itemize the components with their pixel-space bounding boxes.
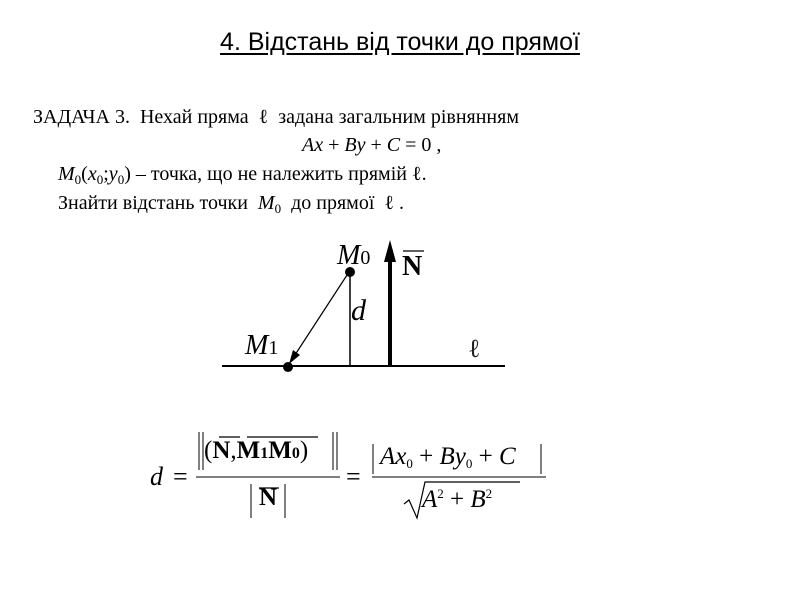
title-text: 4. Відстань від точки до прямої <box>220 28 580 56</box>
vector-m0-m1 <box>291 272 349 361</box>
general-equation: Ax + By + C = 0 , <box>302 134 442 156</box>
label-m1: M1 <box>245 330 279 361</box>
problem-heading: ЗАДАЧА 3. <box>33 106 130 128</box>
task-statement: Знайти відстань точки $M_0$ до прямої ℓ . <box>58 192 404 216</box>
label-line-l: ℓ <box>468 334 481 363</box>
label-m0: M0 <box>337 240 371 271</box>
problem-intro-end: задана загальним рівнянням <box>278 106 519 128</box>
problem-intro: Нехай пряма <box>139 106 249 128</box>
normal-vector-arrowhead <box>384 240 396 262</box>
point-definition: $M_0(x_0;y_0)$ – точка, що не належить прямій ℓ. <box>58 163 427 187</box>
formula-denominator-right: $A^2 + B^2$ <box>422 486 493 513</box>
formula-numerator-left: (N,M1M0) <box>204 437 309 464</box>
formula-lhs: d <box>150 462 163 491</box>
point-m1 <box>283 362 293 372</box>
vector-arrowhead <box>289 350 300 364</box>
label-n: N <box>402 251 423 282</box>
label-d: d <box>351 294 366 327</box>
line-symbol: ℓ <box>258 106 269 128</box>
formula-eq2: = <box>346 462 361 491</box>
formula-eq1: = <box>173 462 188 491</box>
formula-numerator-right: $Ax_0 + By_0 + C$ <box>380 443 516 471</box>
formula-denominator-left: N <box>259 484 278 511</box>
